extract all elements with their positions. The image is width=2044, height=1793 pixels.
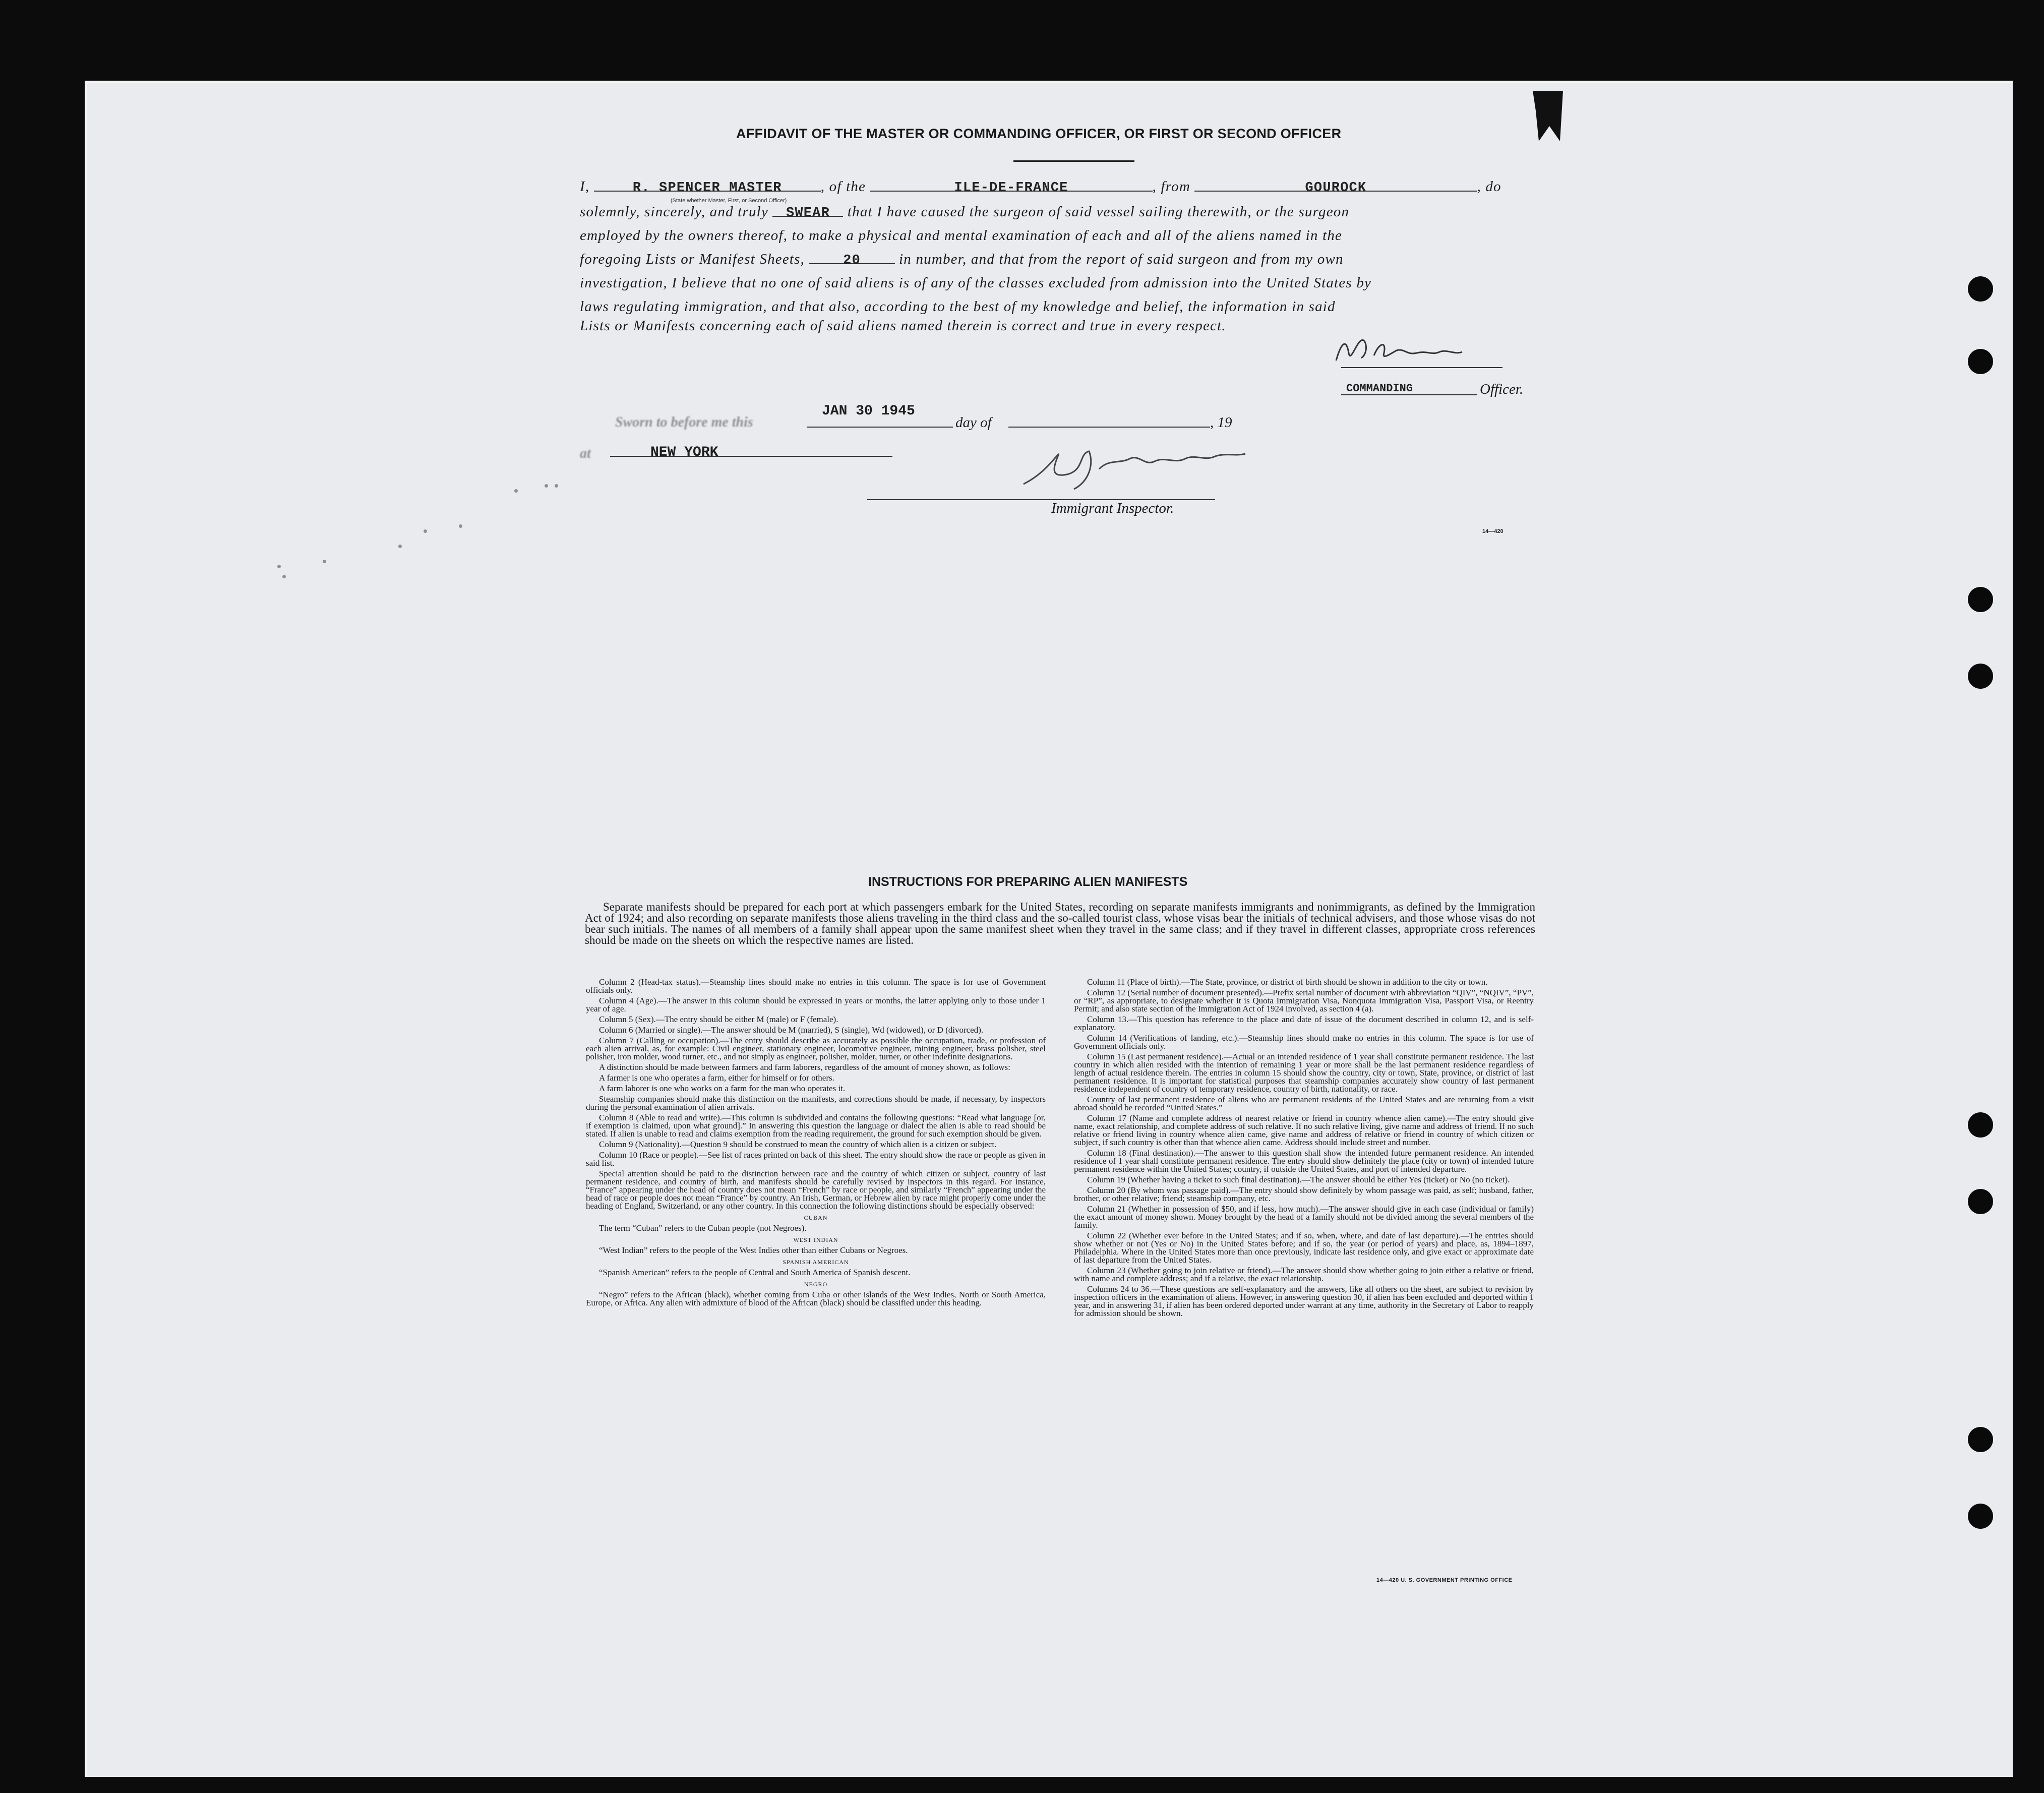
affidavit-line-4 (580, 251, 1344, 268)
officer-name: R. SPENCER MASTER (632, 181, 782, 196)
officer-signature (1331, 333, 1492, 368)
sheet-count: 20 (843, 253, 861, 268)
oath-word: SWEAR (786, 206, 830, 221)
instructions-intro: Separate manifests should be prepared for each port at which passengers embark for the United States, recording on separate manifests immigrants and nonimmigrants, as defined by the Immigration Act of 1924; and also recording on separate manifests those aliens traveling in the third class and the so-called tourist class, whose visas bear the initials of technical advisers, and those whose visas do not bear such initials. The names of all members of a family shall appear upon the same manifest sheet when they travel in the same class; and if they travel in different classes, appropriate cross references should be made on the sheets on which the respective names are listed. (585, 901, 1535, 946)
negro-heading: NEGRO (804, 1281, 828, 1288)
affidavit-line-6: laws regulating immigration, and that also, according to the best of my knowledge and belief, the information in said (580, 298, 1336, 315)
sheet-count-field (809, 251, 895, 268)
instruction-paragraph: Column 22 (Whether ever before in the United States; and if so, when, where, and date of last departure).—The entries should show whether or not (Yes or No) in the United States before; and if so, the year (or period of years) and place, as, 1894–1897, Philadelphia. Where in the United States more than once previously, indicate last residence only, and give exact or approximate date of last departure from the United States. (1074, 1231, 1534, 1265)
of-the-text: , of the (820, 178, 866, 195)
inspector-label: Immigrant Inspector. (1051, 500, 1174, 516)
paper-speck (555, 484, 558, 488)
instruction-paragraph: Column 4 (Age).—The answer in this column should be expressed in years or months, the latter applying only to those under 1 year of age. (586, 996, 1046, 1013)
officer-rank: COMMANDING (1346, 382, 1413, 395)
cuban-text: The term “Cuban” refers to the Cuban people (not Negroes). (599, 1223, 807, 1233)
port-field (1194, 178, 1477, 196)
instruction-paragraph: Column 21 (Whether in possession of $50, and if less, how much).—The answer should give in each case (individual or family) the exact amount of money shown. Money brought by the head of a family should not be divided among the several members of the family. (1074, 1204, 1534, 1230)
paper-speck (323, 560, 326, 563)
negro-text: “Negro” refers to the African (black), whether coming from Cuba or other islands of the West Indies, North or South America, Europe, or Africa. Any alien with admixture of blood of the African (black) should be classified under this heading. (586, 1290, 1046, 1307)
affidavit-line-7: Lists or Manifests concerning each of said aliens named therein is correct and true in every respect. (580, 318, 1226, 334)
instructions-title: INSTRUCTIONS FOR PREPARING ALIEN MANIFESTS (868, 875, 1188, 889)
cuban-heading: CUBAN (804, 1214, 828, 1221)
paper-speck (398, 545, 402, 548)
rank-line (1341, 394, 1477, 395)
instruction-paragraph: A farmer is one who operates a farm, either for himself or for others. (599, 1073, 834, 1083)
officer-caption: (State whether Master, First, or Second Officer) (671, 198, 787, 204)
west-indian-heading: WEST INDIAN (793, 1236, 838, 1243)
sworn-date-stamp: JAN 30 1945 (822, 403, 915, 419)
title-rule (1013, 160, 1134, 162)
signature-line (1341, 367, 1502, 368)
date-line (807, 427, 953, 428)
affidavit-title: AFFIDAVIT OF THE MASTER OR COMMANDING OFFICER, OR FIRST OR SECOND OFFICER (736, 126, 1342, 141)
vessel-field (870, 178, 1153, 196)
month-line (1008, 427, 1210, 428)
instruction-paragraph: Column 20 (By whom was passage paid).—The entry should show definitely by whom passage was paid, as self; husband, father, brother, or other relative; friend; steamship company, etc. (1074, 1185, 1534, 1203)
line4-rest: in number, and that from the report of said surgeon and from my own (899, 251, 1344, 267)
binder-hole (1968, 587, 1993, 612)
paper-speck (282, 575, 286, 578)
instruction-paragraph: Column 8 (Able to read and write).—This column is subdivided and contains the following questions: “Read what language [or, if exemption is claimed, upon what ground].” In answering this question the language or dialect the alien is able to read should be stated. If alien is unable to read and claims exemption from the reading requirement, the ground for such exemption should be given. (586, 1113, 1046, 1139)
vessel-name: ILE-DE-FRANCE (954, 181, 1068, 196)
paper-speck (459, 524, 462, 528)
instruction-paragraph: Column 17 (Name and complete address of nearest relative or friend in country whence alien came).—The entry should give name, exact relationship, and complete address of such relative. If no such relative living, give name and address of friend. If no such relative or friend living in country whence alien came, give name and address of relative or friend in country of which citizen or subject, if such country is other than that whence alien came. Address should include street and number. (1074, 1113, 1534, 1147)
binder-hole (1968, 1427, 1993, 1452)
instruction-paragraph: Column 10 (Race or people).—See list of races printed on back of this sheet. The entry should show the race or people as given in said list. (586, 1150, 1046, 1168)
do-text: , do (1477, 178, 1501, 195)
from-text: , from (1152, 178, 1190, 195)
paper-speck (514, 489, 518, 493)
west-indian-text: “West Indian” refers to the people of the West Indies other than either Cubans or Negroes. (599, 1245, 908, 1255)
instruction-paragraph: A distinction should be made between farmers and farm laborers, regardless of the amount of money shown, as follows: (599, 1062, 1010, 1072)
affidavit-line-5: investigation, I believe that no one of said aliens is of any of the classes excluded from admission into the United States by (580, 275, 1372, 291)
form-number: 14—420 (1482, 528, 1504, 534)
paper-speck (277, 565, 281, 568)
instruction-paragraph: Column 2 (Head-tax status).—Steamship lines should make no entries in this column. The space is for use of Government officials only. (586, 977, 1046, 995)
instructions-left-column (586, 978, 1046, 1309)
instruction-paragraph: Special attention should be paid to the distinction between race and the country of which citizen or subject, country of last permanent residence, and country of birth, and manifests should be carefully revised by inspectors in this regard. For instance, “France” appearing under the head of country does not mean “French” by race or people, and similarly “French” appearing under the head of race or people does not mean “France” by country. An Irish, German, or Hebrew alien by race might properly come under the heading of England, Switzerland, or any other country. In this connection the following distinctions should be especially observed: (586, 1169, 1046, 1211)
instruction-paragraph: Column 18 (Final destination).—The answer to this question shall show the intended future permanent residence. An intended residence of 1 year shall constitute permanent residence. The entry should show definitely the place (city or town) of intended future permanent residence within the United States; country, if outside the United States, and port of intended departure. (1074, 1148, 1534, 1174)
instruction-paragraph: Column 12 (Serial number of document presented).—Prefix serial number of document with abbreviation “QIV”, “NQIV”, “PV”, or “RP”, as appropriate, to designate whether it is Quota Immigration Visa, Nonquota Immigration Visa, Passport Visa, or Reentry Permit; and also state section of the Immigration Act of 1924 involved, as section 4 (a). (1074, 988, 1534, 1013)
instruction-paragraph: Steamship companies should make this distinction on the manifests, and corrections should be made, if necessary, by inspectors during the personal examination of alien arrivals. (586, 1094, 1046, 1112)
instruction-paragraph: Column 7 (Calling or occupation).—The entry should describe as accurately as possible the occupation, trade, or profession of each alien arrival, as, for example: Civil engineer, stationary engineer, locomotive engineer, mining engineer, brass polisher, steel polisher, iron molder, wood turner, etc., and not simply as engineer, polisher, molder, turner, or other indefinite designations. (586, 1036, 1046, 1061)
departure-port: GOUROCK (1305, 181, 1367, 196)
oath-field (772, 204, 843, 221)
day-of-label: day of (955, 414, 992, 431)
printing-office-footer: 14—420 U. S. GOVERNMENT PRINTING OFFICE (1376, 1577, 1513, 1583)
binder-hole (1968, 276, 1993, 302)
affidavit-line-1 (580, 178, 1501, 195)
instruction-paragraph: Column 14 (Verifications of landing, etc.).—Steamship lines should make no entries in this column. The space is for use of Government officials only. (1074, 1033, 1534, 1051)
affidavit-line-2 (580, 204, 1349, 220)
instruction-paragraph: Column 15 (Last permanent residence).—Actual or an intended residence of 1 year shall constitute permanent residence. The last country in which alien resided with the intention of remaining 1 year or more shall be the last permanent residence regardless of length of actual residence therein. The entries in column 15 should show the country, city or town, State, province, or district of last permanent residence. It is important for statistical purposes that steamship companies accurately show country of last permanent residence independent of country of temporary residence, country of birth, nationality, or race. (1074, 1052, 1534, 1094)
instruction-paragraph: Column 9 (Nationality).—Question 9 should be construed to mean the country of which alien is a citizen or subject. (599, 1140, 997, 1149)
binder-hole (1968, 664, 1993, 689)
instruction-paragraph: Column 19 (Whether having a ticket to such final destination).—The answer should be either Yes (ticket) or No (no ticket). (1087, 1175, 1510, 1184)
instructions-right-column (1074, 978, 1534, 1320)
officer-suffix: Officer. (1480, 381, 1524, 397)
line2-lead: solemnly, sincerely, and truly (580, 204, 769, 220)
binder-hole (1968, 349, 1993, 374)
instruction-paragraph: Column 11 (Place of birth).—The State, province, or district of birth should be shown in addition to the city or town. (1087, 977, 1488, 987)
binder-hole (1968, 1189, 1993, 1214)
binder-hole (1968, 1504, 1993, 1529)
spanish-american-heading: SPANISH AMERICAN (783, 1259, 849, 1266)
paper-speck (424, 529, 427, 533)
location: NEW YORK (650, 445, 718, 460)
line-lead: I, (580, 178, 590, 195)
affidavit-line-3: employed by the owners thereof, to make a physical and mental examination of each and all of the aliens named in the (580, 227, 1343, 244)
spanish-american-text: “Spanish American” refers to the people of Central and South America of Spanish descent. (599, 1268, 911, 1277)
paper-speck (545, 484, 548, 488)
binder-hole (1968, 1112, 1993, 1138)
at-label: at (580, 446, 591, 461)
sworn-text: Sworn to before me this (615, 414, 753, 430)
line2-rest: that I have caused the surgeon of said vessel sailing therewith, or the surgeon (847, 204, 1350, 220)
instruction-paragraph: Column 5 (Sex).—The entry should be either M (male) or F (female). (599, 1014, 838, 1024)
instruction-paragraph: Column 6 (Married or single).—The answer should be M (married), S (single), Wd (widowed), or D (divorced). (599, 1025, 984, 1035)
line4-lead: foregoing Lists or Manifest Sheets, (580, 251, 805, 267)
instruction-paragraph: Columns 24 to 36.—These questions are self-explanatory and the answers, like all others on the sheet, are subject to revision by inspection officers in the examination of aliens. However, in answering question 30, if alien has been excluded and deported within 1 year, and in answering 31, if alien has been ordered deported under warrant at any time, authority in the Secretary of Labor to reapply for admission should be shown. (1074, 1284, 1534, 1318)
officer-name-field (594, 178, 821, 196)
year-prefix: , 19 (1210, 414, 1232, 431)
instruction-paragraph: Country of last permanent residence of aliens who are permanent residents of the United States and are returning from a visit abroad should be recorded “United States.” (1074, 1095, 1534, 1112)
instruction-paragraph: Column 23 (Whether going to join relative or friend).—The answer should show whether going to join either a relative or friend, with name and complete address; and if a relative, the exact relationship. (1074, 1266, 1534, 1283)
inspector-signature (1013, 439, 1255, 494)
instruction-paragraph: A farm laborer is one who works on a farm for the man who operates it. (599, 1084, 846, 1093)
instruction-paragraph: Column 13.—This question has reference to the place and date of issue of the document described in column 12, and is self-explanatory. (1074, 1014, 1534, 1032)
